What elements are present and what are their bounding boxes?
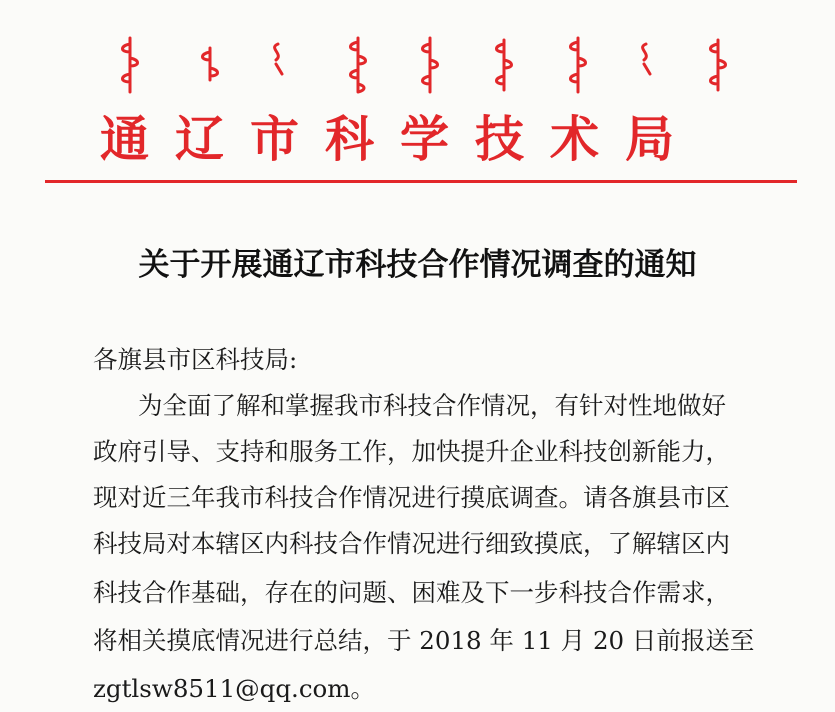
email-line: zgtlsw8511@qq.com。 bbox=[93, 674, 376, 703]
document-title: 关于开展通辽市科技合作情况调查的通知 bbox=[138, 247, 697, 283]
body-line: 政府引导、支持和服务工作，加快提升企业科技创新能力， bbox=[93, 437, 730, 466]
body-line: 现对近三年我市科技合作情况进行摸底调查。请各旗县市区 bbox=[93, 483, 730, 512]
body-line: 科技合作基础，存在的问题、困难及下一步科技合作需求， bbox=[93, 578, 730, 607]
letterhead-divider bbox=[45, 180, 797, 183]
body-line: 将相关摸底情况进行总结，于 2018 年 11 月 20 日前报送至 bbox=[93, 626, 755, 655]
mongolian-script-header bbox=[100, 34, 740, 96]
body-line: 科技局对本辖区内科技合作情况进行细致摸底，了解辖区内 bbox=[93, 529, 730, 558]
mongolian-script-graphic bbox=[100, 34, 740, 96]
issuing-organization-name: 通辽市科学技术局 bbox=[100, 111, 701, 168]
salutation: 各旗县市区科技局: bbox=[93, 345, 298, 374]
body-line: 为全面了解和掌握我市科技合作情况，有针对性地做好 bbox=[138, 391, 726, 420]
